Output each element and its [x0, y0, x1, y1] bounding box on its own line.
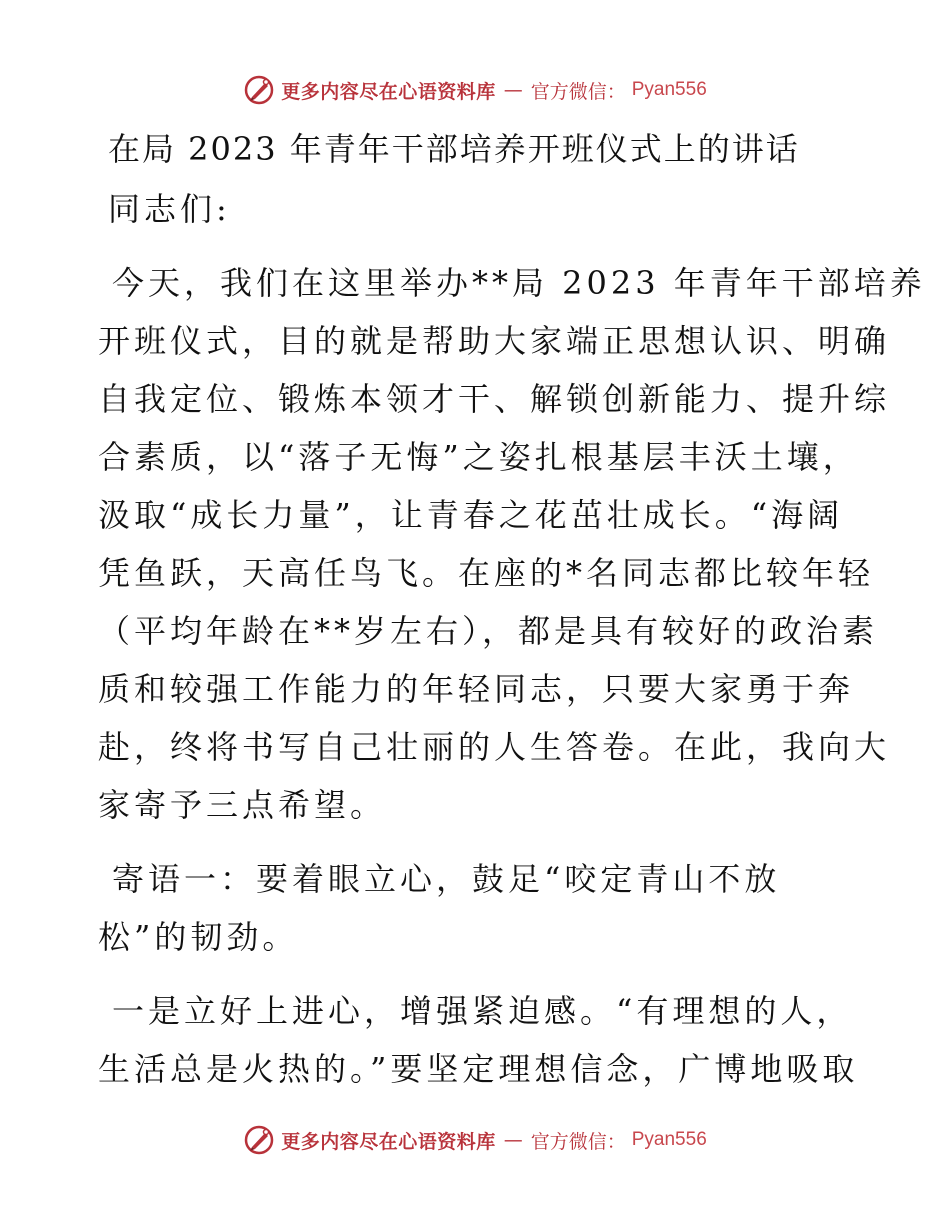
text-line: 松”的韧劲。 — [98, 918, 299, 956]
text-line: 汲取“成长力量”，让青春之花茁壮成长。“海阔 — [98, 496, 844, 534]
watermark-wechat-label: 官方微信： — [530, 1130, 626, 1153]
watermark-header — [0, 70, 950, 110]
watermark-wechat-id: Pyan556 — [631, 79, 707, 100]
text-line: 生活总是火热的。”要坚定理想信念，广博地吸取 — [98, 1050, 859, 1088]
text-line: 一是立好上进心，增强紧迫感。“有理想的人， — [112, 992, 853, 1030]
text-line: 赴，终将书写自己壮丽的人生答卷。在此，我向大 — [98, 728, 891, 766]
watermark-brand: 更多内容尽在心语资料库 — [281, 1130, 496, 1153]
watermark-separator: — — [503, 79, 523, 101]
text-line: 凭鱼跃，天高任鸟飞。在座的*名同志都比较年轻 — [98, 554, 875, 592]
watermark-wechat-label: 官方微信： — [530, 80, 626, 103]
text-line: 家寄予三点希望。 — [98, 786, 387, 824]
text-line: 开班仪式，目的就是帮助大家端正思想认识、明确 — [98, 322, 891, 360]
text-line: 自我定位、锻炼本领才干、解锁创新能力、提升综 — [98, 380, 891, 418]
watermark-wechat-id: Pyan556 — [631, 1129, 707, 1150]
text-line: 质和较强工作能力的年轻同志，只要大家勇于奔 — [98, 670, 855, 708]
document-title: 在局 2023 年青年干部培养开班仪式上的讲话 — [108, 130, 800, 168]
paragraph-point-one — [98, 982, 859, 1098]
document-body — [98, 120, 926, 1098]
paragraph-intro — [98, 254, 926, 834]
text-line: 今天，我们在这里举办**局 2023 年青年干部培养 — [112, 264, 926, 302]
pen-logo-icon — [243, 1124, 275, 1156]
text-line: （平均年龄在**岁左右），都是具有较好的政治素 — [98, 612, 879, 650]
watermark-separator: — — [503, 1129, 523, 1151]
watermark-brand: 更多内容尽在心语资料库 — [281, 80, 496, 103]
text-line: 寄语一：要着眼立心，鼓足“咬定青山不放 — [112, 860, 781, 898]
greeting: 同志们: — [108, 190, 231, 228]
watermark-footer — [0, 1120, 950, 1160]
pen-logo-icon — [243, 74, 275, 106]
paragraph-section-heading — [98, 850, 853, 966]
text-line: 合素质，以“落子无悔”之姿扎根基层丰沃土壤， — [98, 438, 859, 476]
